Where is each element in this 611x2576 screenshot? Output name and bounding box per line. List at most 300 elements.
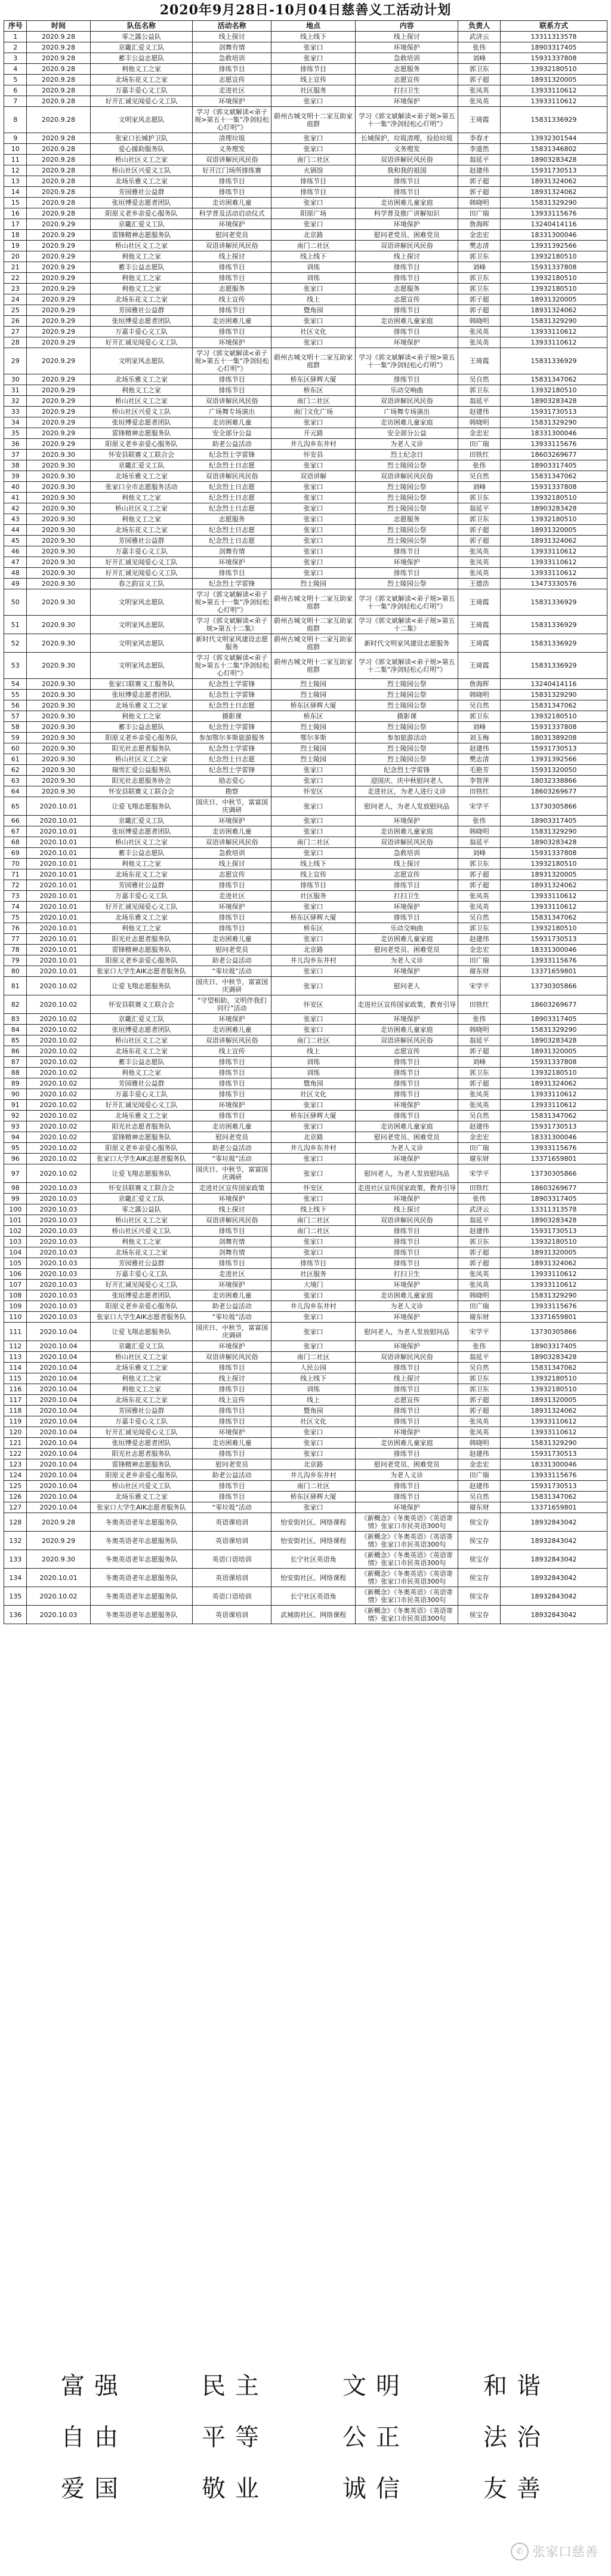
cell-activity: 走访困难儿童 [193, 826, 271, 837]
table-row [4, 428, 607, 439]
cell-activity: 环境保护 [193, 816, 271, 826]
cell-phone: 18932843042 [500, 1513, 607, 1532]
cell-phone: 18931324062 [500, 536, 607, 546]
cell-phone: 18331300046 [500, 230, 607, 241]
cell-place: 蔚州古城文明十二家互助家庭群 [271, 589, 356, 616]
cell-activity: 走进社区 [193, 891, 271, 902]
cell-content: 排练节目 [356, 1089, 458, 1100]
cell-phone: 13730305866 [500, 977, 607, 995]
cell-team: 利他义工之家 [90, 1384, 193, 1395]
cell-date: 2020.10.01 [27, 880, 90, 891]
cell-place: 排练节目 [271, 176, 356, 187]
cell-date: 2020.9.30 [27, 786, 90, 797]
cell-content: 双语讲解民风民俗 [356, 1035, 458, 1046]
cell-activity: 好开江门场所排练赛 [193, 165, 271, 176]
table-row [4, 848, 607, 859]
cell-content: 烈士陵园公祭 [356, 579, 458, 589]
cell-place: 张家口 [271, 337, 356, 348]
cell-activity: 国庆日、中秋节，富富国庆调研 [193, 977, 271, 995]
cell-content: 学习《郭文斌解读<弟子规>第五十二集》 [356, 616, 458, 634]
cell-activity: 清理垃圾 [193, 133, 271, 144]
cell-phone: 18931324062 [500, 176, 607, 187]
cell-person: 刘峰 [458, 53, 501, 64]
cell-phone: 18932843042 [500, 1550, 607, 1569]
cell-date: 2020.10.01 [27, 837, 90, 848]
cell-content: 线上探讨 [356, 1204, 458, 1215]
cell-person: 吴自然 [458, 1363, 501, 1373]
cell-place: 张家口 [271, 42, 356, 53]
cell-no: 58 [4, 722, 27, 733]
cell-activity: 排练节目 [193, 374, 271, 385]
table-row [4, 1587, 607, 1606]
cell-place: 张家口 [271, 1247, 356, 1258]
cell-place: 桥东区 [271, 923, 356, 934]
core-value: 平等 [202, 2424, 269, 2451]
cell-no: 92 [4, 1111, 27, 1121]
cell-team: 张家口联赛义工服务队 [90, 679, 193, 690]
cell-activity: 助老公益活动 [193, 1143, 271, 1154]
cell-person: 张凤英 [458, 891, 501, 902]
table-row [4, 995, 607, 1014]
cell-date: 2020.10.03 [27, 1280, 90, 1290]
cell-place: 张家口 [271, 144, 356, 155]
cell-team: 京畿汇爱义工队 [90, 816, 193, 826]
cell-person: 宋学平 [458, 1323, 501, 1341]
cell-content: 烈士陵园公祭 [356, 460, 458, 471]
cell-date: 2020.9.28 [27, 176, 90, 187]
cell-place: 北京路 [271, 230, 356, 241]
cell-date: 2020.9.28 [27, 208, 90, 219]
cell-place: 张家口 [271, 816, 356, 826]
table-row [4, 1492, 607, 1502]
cell-place: 张家口 [271, 776, 356, 786]
table-row [4, 880, 607, 891]
cell-phone: 15831347062 [500, 1492, 607, 1502]
cell-place: 线上 [271, 1395, 356, 1406]
cell-content: 烈士陵园公祭 [356, 722, 458, 733]
cell-no: 134 [4, 1569, 27, 1587]
cell-person: 赵建伟 [458, 1121, 501, 1132]
cell-activity: 走访困难儿童 [193, 1025, 271, 1035]
cell-phone: 13933115676 [500, 1470, 607, 1481]
cell-place: 张家口 [271, 198, 356, 208]
cell-date: 2020.10.04 [27, 1427, 90, 1438]
cell-phone: 13473330576 [500, 579, 607, 589]
cell-no: 24 [4, 294, 27, 305]
table-row [4, 64, 607, 75]
cell-phone: 18031389208 [500, 733, 607, 743]
cell-phone: 18331300046 [500, 428, 607, 439]
cell-team: 北场东花义工之家 [90, 75, 193, 85]
cell-content: 慰问老人 [356, 977, 458, 995]
cell-place: 社区服务 [271, 1269, 356, 1280]
table-row [4, 187, 607, 198]
cell-place: 张家口 [271, 503, 356, 514]
cell-content: 慰问老党员、困难党员 [356, 230, 458, 241]
cell-person: 田铁红 [458, 786, 501, 797]
cell-phone: 13932180510 [500, 284, 607, 294]
cell-phone: 13933110612 [500, 557, 607, 568]
cell-phone: 15831329290 [500, 826, 607, 837]
cell-content: 学习《郭文斌解读<弟子规>第五十二集“净剑轻松心灯明”》 [356, 653, 458, 679]
cell-date: 2020.10.04 [27, 1481, 90, 1492]
table-row [4, 1427, 607, 1438]
cell-no: 12 [4, 165, 27, 176]
cell-place: 张家口 [271, 514, 356, 525]
cell-date: 2020.9.28 [27, 144, 90, 155]
table-row [4, 337, 607, 348]
cell-date: 2020.9.30 [27, 471, 90, 482]
cell-phone: 13933115676 [500, 1143, 607, 1154]
cell-person: 郭卫东 [458, 859, 501, 869]
table-row [4, 616, 607, 634]
cell-team: 冬奥英语老年志愿服务队 [90, 1532, 193, 1550]
cell-team: 阳原义老乡亲爱心服务队 [90, 955, 193, 966]
cell-team: 北场东花义工之家 [90, 869, 193, 880]
cell-activity: 参加鄂尔多斯旅游服务 [193, 733, 271, 743]
cell-content: 长城保护，垃圾清理，捡拾垃圾 [356, 133, 458, 144]
cell-no: 89 [4, 1078, 27, 1089]
cell-date: 2020.9.29 [27, 374, 90, 385]
cell-person: 韩晓明 [458, 690, 501, 700]
cell-activity: 学习《郭文斌解读<弟子规>第五十二集“净剑轻松心灯明”》 [193, 653, 271, 679]
cell-date: 2020.9.30 [27, 514, 90, 525]
cell-date: 2020.9.28 [27, 85, 90, 96]
cell-no: 128 [4, 1513, 27, 1532]
table-row [4, 733, 607, 743]
cell-no: 67 [4, 826, 27, 837]
cell-activity: 纪念烈士日志愿 [193, 525, 271, 536]
cell-date: 2020.10.03 [27, 1183, 90, 1194]
table-row [4, 133, 607, 144]
cell-phone: 15831336929 [500, 653, 607, 679]
cell-phone: 18903317405 [500, 1194, 607, 1204]
cell-activity: 排练节目 [193, 568, 271, 579]
cell-no: 30 [4, 374, 27, 385]
table-row [4, 1025, 607, 1035]
cell-content: 志愿宣传 [356, 1395, 458, 1406]
cell-date: 2020.10.01 [27, 869, 90, 880]
cell-date: 2020.10.01 [27, 934, 90, 945]
cell-no: 18 [4, 230, 27, 241]
cell-phone: 13933110612 [500, 1416, 607, 1427]
cell-place: 火锅馆 [271, 165, 356, 176]
cell-content: 线上探讨 [356, 32, 458, 42]
cell-no: 105 [4, 1258, 27, 1269]
cell-phone: 13933115676 [500, 208, 607, 219]
cell-place: 张家口 [271, 765, 356, 776]
cell-no: 118 [4, 1406, 27, 1416]
cell-place: 井儿沟乡东井村 [271, 439, 356, 450]
cell-person: 李管萍 [458, 776, 501, 786]
cell-phone: 18331300046 [500, 1459, 607, 1470]
cell-activity: 英语课培训 [193, 1532, 271, 1550]
cell-person: 郭子超 [458, 187, 501, 198]
cell-activity: 走访困难儿童 [193, 1438, 271, 1449]
cell-content: 烈士陵园公祭 [356, 525, 458, 536]
table-row [4, 493, 607, 503]
cell-activity: 科学普及活动启动仪式 [193, 208, 271, 219]
cell-activity: 国庆日、中秋节，富富国庆调研 [193, 1323, 271, 1341]
cell-team: 万嘉丰爱心义工队 [90, 1089, 193, 1100]
cell-place: 双语讲解 [271, 471, 356, 482]
cell-content: 学习《郭文斌解读<弟子规>第五十一集“净剑轻松心灯明”》 [356, 589, 458, 616]
cell-activity: 志愿服务 [193, 284, 271, 294]
cell-team: 桥山社区义工之家 [90, 503, 193, 514]
cell-place: 怀安区 [271, 995, 356, 1014]
cell-phone: 18331300046 [500, 945, 607, 955]
table-body [4, 32, 607, 1624]
cell-team: 桥山社区兴爱义工队 [90, 165, 193, 176]
cell-content: 环境保护 [356, 1100, 458, 1111]
cell-place: 张家口 [271, 1154, 356, 1164]
cell-phone: 13371659801 [500, 966, 607, 977]
cell-content: 走访困难儿童家庭 [356, 934, 458, 945]
table-row [4, 251, 607, 262]
cell-content: 排练节目 [356, 1247, 458, 1258]
core-value: 敬业 [202, 2475, 269, 2503]
cell-content: 为老人义诊 [356, 1301, 458, 1312]
cell-activity: 剑舞有情 [193, 546, 271, 557]
cell-no: 66 [4, 816, 27, 826]
table-row [4, 1438, 607, 1449]
cell-place: 武城街社区、网络课程 [271, 1606, 356, 1624]
cell-place: 张家口 [271, 417, 356, 428]
cell-place: 社区服务 [271, 891, 356, 902]
cell-phone: 15831347062 [500, 912, 607, 923]
table-row [4, 1312, 607, 1323]
table-row [4, 42, 607, 53]
cell-place: 暨角园 [271, 1406, 356, 1416]
cell-activity: 新时代文明家风建设志愿服务 [193, 634, 271, 653]
cell-person: 张凤英 [458, 85, 501, 96]
cell-activity: 排练节目 [193, 1406, 271, 1416]
cell-date: 2020.9.29 [27, 439, 90, 450]
cell-no: 34 [4, 417, 27, 428]
cell-person: 张凤英 [458, 327, 501, 337]
cell-date: 2020.10.04 [27, 1416, 90, 1427]
cell-no: 108 [4, 1290, 27, 1301]
cell-team: 好开汇诚见闻爱心义工队 [90, 1100, 193, 1111]
cell-date: 2020.9.28 [27, 64, 90, 75]
cell-content: 志愿宣传 [356, 1046, 458, 1057]
cell-date: 2020.10.04 [27, 1341, 90, 1352]
cell-no: 101 [4, 1215, 27, 1226]
cell-no: 5 [4, 75, 27, 85]
cell-date: 2020.9.29 [27, 417, 90, 428]
table-row [4, 1449, 607, 1459]
cell-no: 23 [4, 284, 27, 294]
cell-place: 训练 [271, 1384, 356, 1395]
cell-phone: 15831347062 [500, 1111, 607, 1121]
page-title: 2020年9月28日-10月04日慈善义工活动计划 [159, 2, 452, 18]
cell-content: 急救培训 [356, 53, 458, 64]
cell-place: 桥东区驿辉大厦 [271, 1492, 356, 1502]
cell-place: 张家口 [271, 1323, 356, 1341]
cell-person: 韩晓明 [458, 1438, 501, 1449]
cell-date: 2020.9.29 [27, 337, 90, 348]
cell-date: 2020.10.01 [27, 912, 90, 923]
cell-activity: 剑舞有情 [193, 1237, 271, 1247]
cell-date: 2020.10.03 [27, 1194, 90, 1204]
table-row [4, 208, 607, 219]
cell-no: 90 [4, 1089, 27, 1100]
cell-place: 井儿沟乡东井村 [271, 1470, 356, 1481]
cell-date: 2020.10.03 [27, 1290, 90, 1301]
cell-activity: 纪念烈士学雷锋 [193, 722, 271, 733]
cell-activity: 双语讲解民风民俗 [193, 1035, 271, 1046]
cell-content: 线上探讨 [356, 1373, 458, 1384]
header-place: 地点 [271, 21, 356, 32]
cell-phone: 15831336929 [500, 348, 607, 374]
cell-no: 91 [4, 1100, 27, 1111]
cell-date: 2020.10.02 [27, 1143, 90, 1154]
cell-date: 2020.10.01 [27, 955, 90, 966]
cell-phone: 15931730513 [500, 1226, 607, 1237]
cell-no: 42 [4, 503, 27, 514]
cell-activity: 助老公益活动 [193, 955, 271, 966]
cell-no: 2 [4, 42, 27, 53]
cell-no: 123 [4, 1459, 27, 1470]
table-row [4, 417, 607, 428]
cell-place: 南门二社区 [271, 1352, 356, 1363]
cell-activity: 环境保护 [193, 96, 271, 107]
cell-activity: 排练节目 [193, 305, 271, 316]
cell-no: 29 [4, 348, 27, 374]
cell-activity: 线上宣传 [193, 1395, 271, 1406]
cell-content: 双语讲解民风民俗 [356, 396, 458, 407]
table-row [4, 525, 607, 536]
table-row [4, 198, 607, 208]
cell-content: 志愿服务 [356, 514, 458, 525]
cell-phone: 18603269677 [500, 786, 607, 797]
cell-phone: 15931337808 [500, 482, 607, 493]
cell-place: 张家口 [271, 1438, 356, 1449]
cell-place: 张家口 [271, 493, 356, 503]
cell-activity: 安全部分公益 [193, 428, 271, 439]
cell-team: 芳园雅社公益群 [90, 536, 193, 546]
cell-phone: 18931324062 [500, 880, 607, 891]
cell-person: 刘峰 [458, 1057, 501, 1068]
cell-team: 万嘉丰爱心义工队 [90, 327, 193, 337]
cell-place: 社区文化 [271, 1089, 356, 1100]
cell-person: 张凤英 [458, 546, 501, 557]
cell-team: 雷锋精神志愿服务队 [90, 230, 193, 241]
cell-person: 韩晓明 [458, 417, 501, 428]
table-row [4, 1237, 607, 1247]
cell-place: 鄂尔多斯 [271, 733, 356, 743]
cell-activity: 志愿宣传 [193, 869, 271, 880]
cell-activity: 排练节目 [193, 273, 271, 284]
cell-date: 2020.9.30 [27, 679, 90, 690]
cell-activity: 排练节目 [193, 923, 271, 934]
cell-activity: 排练节目 [193, 187, 271, 198]
cell-person: 郭子超 [458, 176, 501, 187]
cell-team: 张家口大学生AIK志愿者服务队 [90, 1312, 193, 1323]
cell-team: 好开汇诚见闻爱心义工队 [90, 337, 193, 348]
cell-content: 环境保护 [356, 42, 458, 53]
cell-place: 北京路 [271, 1132, 356, 1143]
cell-activity: “零垃圾”活动 [193, 1154, 271, 1164]
cell-date: 2020.9.29 [27, 327, 90, 337]
cell-activity: “零垃圾”活动 [193, 966, 271, 977]
cell-person: 李春才 [458, 133, 501, 144]
cell-place: 张家口 [271, 1100, 356, 1111]
cell-no: 83 [4, 1014, 27, 1025]
cell-place: 南门二社区 [271, 155, 356, 165]
cell-place: 排练节目 [271, 1258, 356, 1269]
cell-no: 57 [4, 711, 27, 722]
cell-team: 利他义工之家 [90, 284, 193, 294]
core-value: 友善 [483, 2475, 550, 2503]
cell-phone: 18032338866 [500, 776, 607, 786]
cell-place: 线上宣传 [271, 869, 356, 880]
cell-team: 桥山社区义工之家 [90, 155, 193, 165]
cell-date: 2020.10.02 [27, 977, 90, 995]
cell-team: 北场东花义工之家 [90, 525, 193, 536]
cell-person: 郭卫东 [458, 251, 501, 262]
cell-team: 蓄丰公益志愿队 [90, 848, 193, 859]
cell-content: 为老人义诊 [356, 955, 458, 966]
table-row [4, 460, 607, 471]
cell-person: 张凤英 [458, 337, 501, 348]
cell-phone: 13730305866 [500, 797, 607, 816]
table-row [4, 1301, 607, 1312]
cell-phone: 13933115676 [500, 955, 607, 966]
cell-phone: 18931324062 [500, 1258, 607, 1269]
cell-date: 2020.10.02 [27, 1089, 90, 1100]
cell-phone: 18903283428 [500, 503, 607, 514]
table-row [4, 1373, 607, 1384]
cell-person: 樊志清 [458, 754, 501, 765]
cell-person: 赵建伟 [458, 1226, 501, 1237]
cell-date: 2020.9.28 [27, 133, 90, 144]
cell-phone: 15831329290 [500, 316, 607, 327]
cell-person: 张凤英 [458, 902, 501, 912]
cell-place: 张家口 [271, 966, 356, 977]
cell-no: 46 [4, 546, 27, 557]
cell-phone: 13933110612 [500, 1089, 607, 1100]
cell-team: 北场乐雅义工之家 [90, 471, 193, 482]
cell-team: 阳原义老乡亲爱心服务队 [90, 1470, 193, 1481]
cell-phone: 13932180510 [500, 923, 607, 934]
cell-no: 84 [4, 1025, 27, 1035]
cell-team: 怀安县联赛义工联合会 [90, 995, 193, 1014]
cell-team: 雷锋精神志愿服务队 [90, 1132, 193, 1143]
cell-date: 2020.10.02 [27, 1014, 90, 1025]
cell-person: 武济云 [458, 1204, 501, 1215]
cell-place: 排练节目 [271, 187, 356, 198]
cell-activity: 排练节目 [193, 64, 271, 75]
cell-team: 张垣博爱志愿者团队 [90, 826, 193, 837]
cell-activity: 走访困难儿童 [193, 417, 271, 428]
cell-place: 南门二社区 [271, 396, 356, 407]
table-row [4, 284, 607, 294]
cell-activity: 纪念烈士学雷锋 [193, 743, 271, 754]
cell-person: 郭卫东 [458, 1384, 501, 1395]
cell-place: 蔚州古城文明十二家互助家庭群 [271, 107, 356, 133]
cell-person: 韩晓明 [458, 1290, 501, 1301]
cell-activity: 学习《郭文斌解读<弟子规>第五十一集“净剑轻松心灯明”》 [193, 107, 271, 133]
cell-date: 2020.10.03 [27, 1258, 90, 1269]
cell-activity: 排练节目 [193, 1089, 271, 1100]
table-row [4, 912, 607, 923]
cell-team: 北场乐雅义工之家 [90, 1492, 193, 1502]
table-row [4, 1395, 607, 1406]
cell-content: 排练节目 [356, 1481, 458, 1492]
cell-no: 112 [4, 1341, 27, 1352]
cell-team: 阳原义老乡亲爱心服务队 [90, 208, 193, 219]
